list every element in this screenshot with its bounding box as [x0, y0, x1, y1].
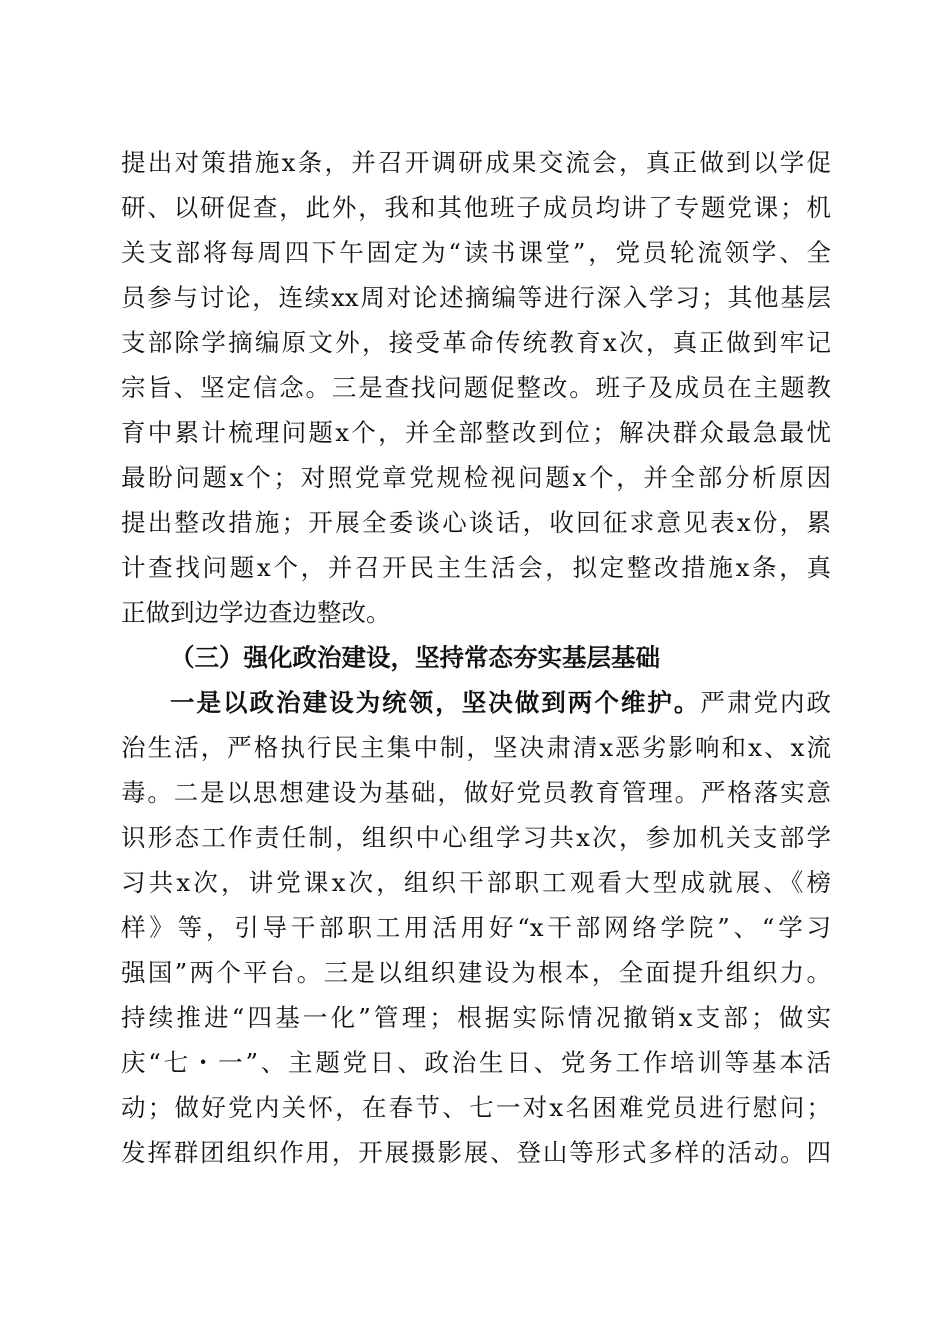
paragraph-line: 员参与讨论，连续xx周对论述摘编等进行深入学习；其他基层 — [121, 283, 831, 312]
paragraph-line: 样》等，引导干部职工用活用好“x干部网络学院”、“学习 — [121, 913, 831, 942]
paragraph-line: 最盼问题x个；对照党章党规检视问题x个，并全部分析原因 — [121, 463, 831, 492]
paragraph-line: 治生活，严格执行民主集中制，坚决肃清x恶劣影响和x、x流 — [121, 733, 831, 762]
paragraph-line: 毒。二是以思想建设为基础，做好党员教育管理。严格落实意 — [121, 778, 831, 807]
paragraph-first-line — [170, 686, 831, 720]
paragraph-line: 育中累计梳理问题x个，并全部整改到位；解决群众最急最忧 — [121, 418, 831, 447]
paragraph-line: 关支部将每周四下午固定为“读书课堂”，党员轮流领学、全 — [121, 238, 831, 267]
paragraph-line: 强国”两个平台。三是以组织建设为根本，全面提升组织力。 — [121, 958, 831, 987]
paragraph-line: 提出整改措施；开展全委谈心谈话，收回征求意见表x份，累 — [121, 508, 831, 537]
paragraph-line: 提出对策措施x条，并召开调研成果交流会，真正做到以学促 — [121, 148, 831, 177]
paragraph-line: 持续推进“四基一化”管理；根据实际情况撤销x支部；做实 — [121, 1003, 831, 1032]
paragraph-line: 正做到边学边查边整改。 — [121, 598, 391, 627]
paragraph-line: 支部除学摘编原文外，接受革命传统教育x次，真正做到牢记 — [121, 328, 831, 357]
paragraph-line: 宗旨、坚定信念。三是查找问题促整改。班子及成员在主题教 — [121, 373, 831, 402]
paragraph-line: 识形态工作责任制，组织中心组学习共x次，参加机关支部学 — [121, 823, 831, 852]
paragraph-line: 研、以研促查，此外，我和其他班子成员均讲了专题党课；机 — [121, 193, 831, 222]
lead-rest-text: 严肃党内政 — [700, 688, 832, 717]
paragraph-line: 发挥群团组织作用，开展摄影展、登山等形式多样的活动。四 — [121, 1138, 831, 1167]
section-heading: （三）强化政治建设，坚持常态夯实基层基础 — [170, 643, 660, 672]
paragraph-line: 庆“七・一”、主题党日、政治生日、党务工作培训等基本活 — [121, 1048, 831, 1077]
bold-lead-text: 一是以政治建设为统领，坚决做到两个维护。 — [170, 688, 701, 717]
paragraph-line: 习共x次，讲党课x次，组织干部职工观看大型成就展、《榜 — [121, 868, 831, 897]
paragraph-line: 计查找问题x个，并召开民主生活会，拟定整改措施x条，真 — [121, 553, 831, 582]
paragraph-line: 动；做好党内关怀，在春节、七一对x名困难党员进行慰问； — [121, 1093, 831, 1122]
